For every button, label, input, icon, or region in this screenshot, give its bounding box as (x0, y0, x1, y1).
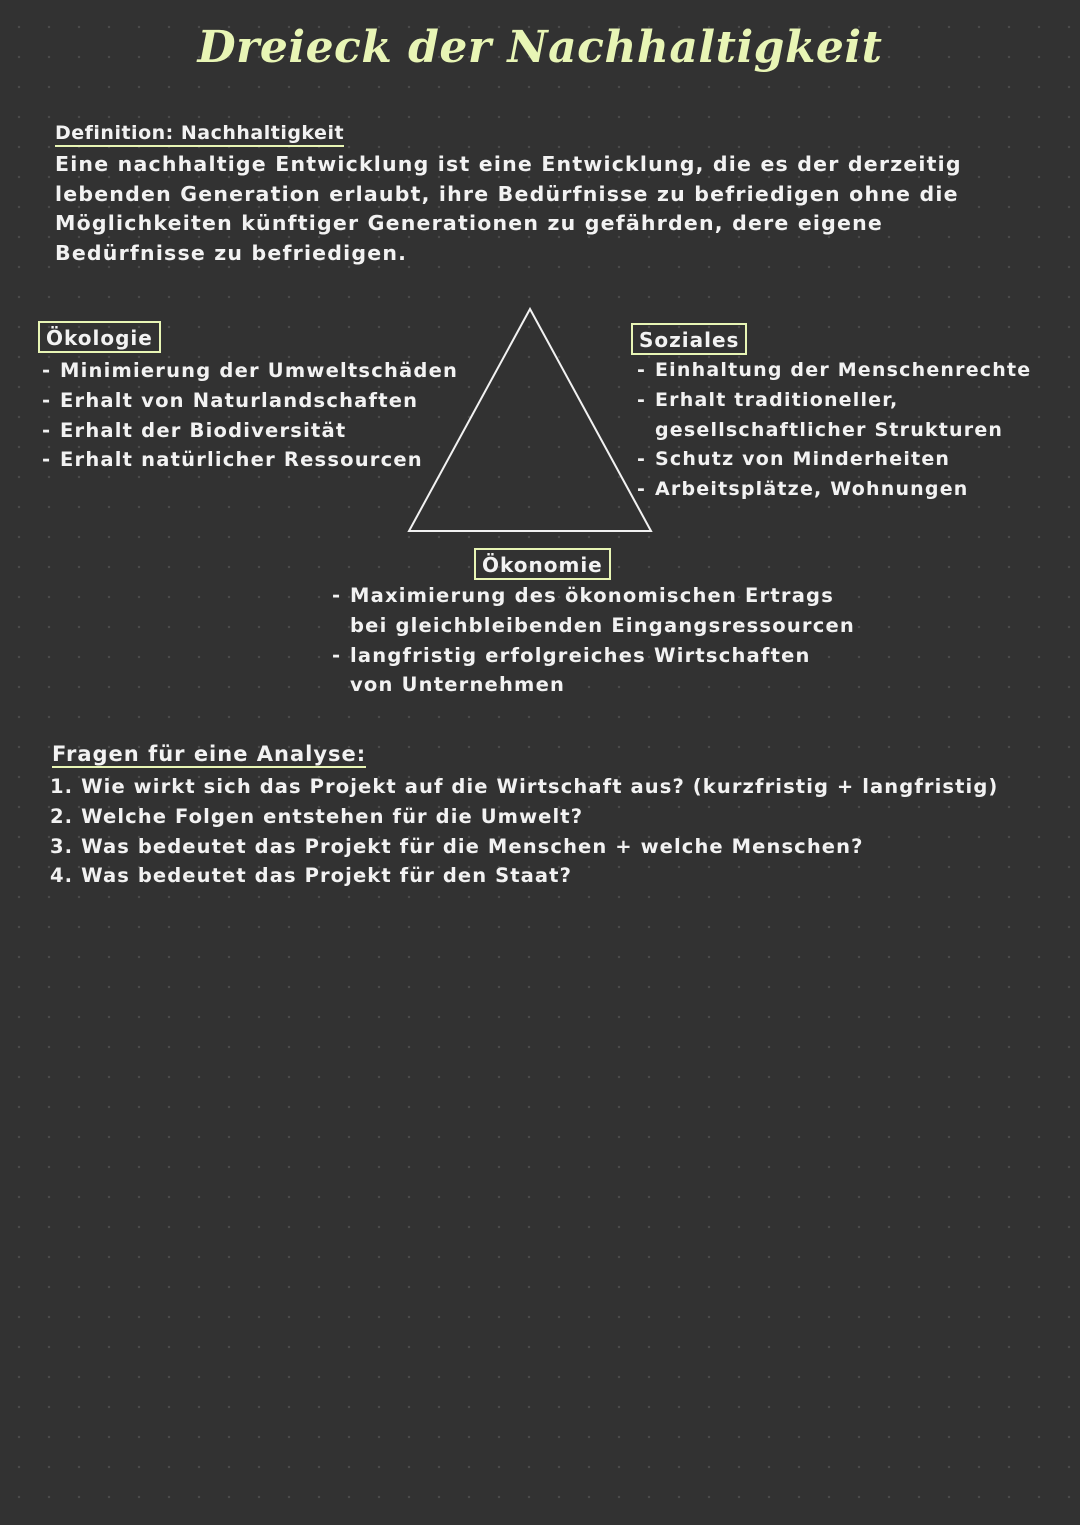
oekonomie-list (332, 581, 855, 700)
list-item: - Minimierung der Umweltschäden (42, 359, 459, 382)
analyse-question-list (50, 772, 998, 891)
definition-heading: Definition: Nachhaltigkeit (55, 122, 344, 147)
list-item: - Erhalt der Biodiversität (42, 418, 347, 442)
oekologie-label: Ökologie (38, 321, 161, 353)
question-item: 4. Was bedeutet das Projekt für den Staat? (50, 864, 573, 888)
analyse-heading: Fragen für eine Analyse: (52, 742, 367, 766)
list-item: - Maximierung des ökonomischen Ertrags (332, 584, 835, 607)
list-item-continuation: bei gleichbleibenden Eingangsressourcen (350, 613, 855, 637)
question-item: 1. Wie wirkt sich das Projekt auf die Wirtschaft aus? (kurzfristig + langfristig) (50, 775, 999, 798)
oekonomie-label: Ökonomie (474, 548, 611, 580)
soziales-list (637, 356, 1031, 505)
list-item-continuation: von Unternehmen (350, 673, 566, 697)
list-item: - Arbeitsplätze, Wohnungen (637, 478, 969, 501)
soziales-label: Soziales (631, 323, 747, 355)
definition-text: Eine nachhaltige Entwicklung ist eine Entwicklung, die es der derzeitig lebenden Generation erlaubt, ihre Bedürfnisse zu befriedigen ohne die Möglichkeiten künftiger Generationen zu gefährden, dere eigene Bedürfnisse zu befriedigen. (55, 152, 962, 265)
page-title: Dreieck der Nachhaltigkeit (197, 22, 883, 73)
list-item: - Erhalt natürlicher Ressourcen (42, 448, 423, 472)
question-item: 2. Welche Folgen entstehen für die Umwelt? (50, 804, 584, 828)
list-item: - Erhalt traditioneller, (637, 388, 899, 411)
list-item: - Schutz von Minderheiten (637, 448, 951, 471)
list-item: - langfristig erfolgreiches Wirtschaften (332, 643, 811, 667)
list-item-continuation: gesellschaftlicher Strukturen (655, 418, 1004, 441)
list-item: - Erhalt von Naturlandschaften (42, 388, 419, 412)
question-item: 3. Was bedeutet das Projekt für die Menschen + welche Menschen? (50, 834, 864, 858)
list-item: - Einhaltung der Menschenrechte (637, 359, 1032, 381)
oekologie-list (42, 356, 458, 475)
